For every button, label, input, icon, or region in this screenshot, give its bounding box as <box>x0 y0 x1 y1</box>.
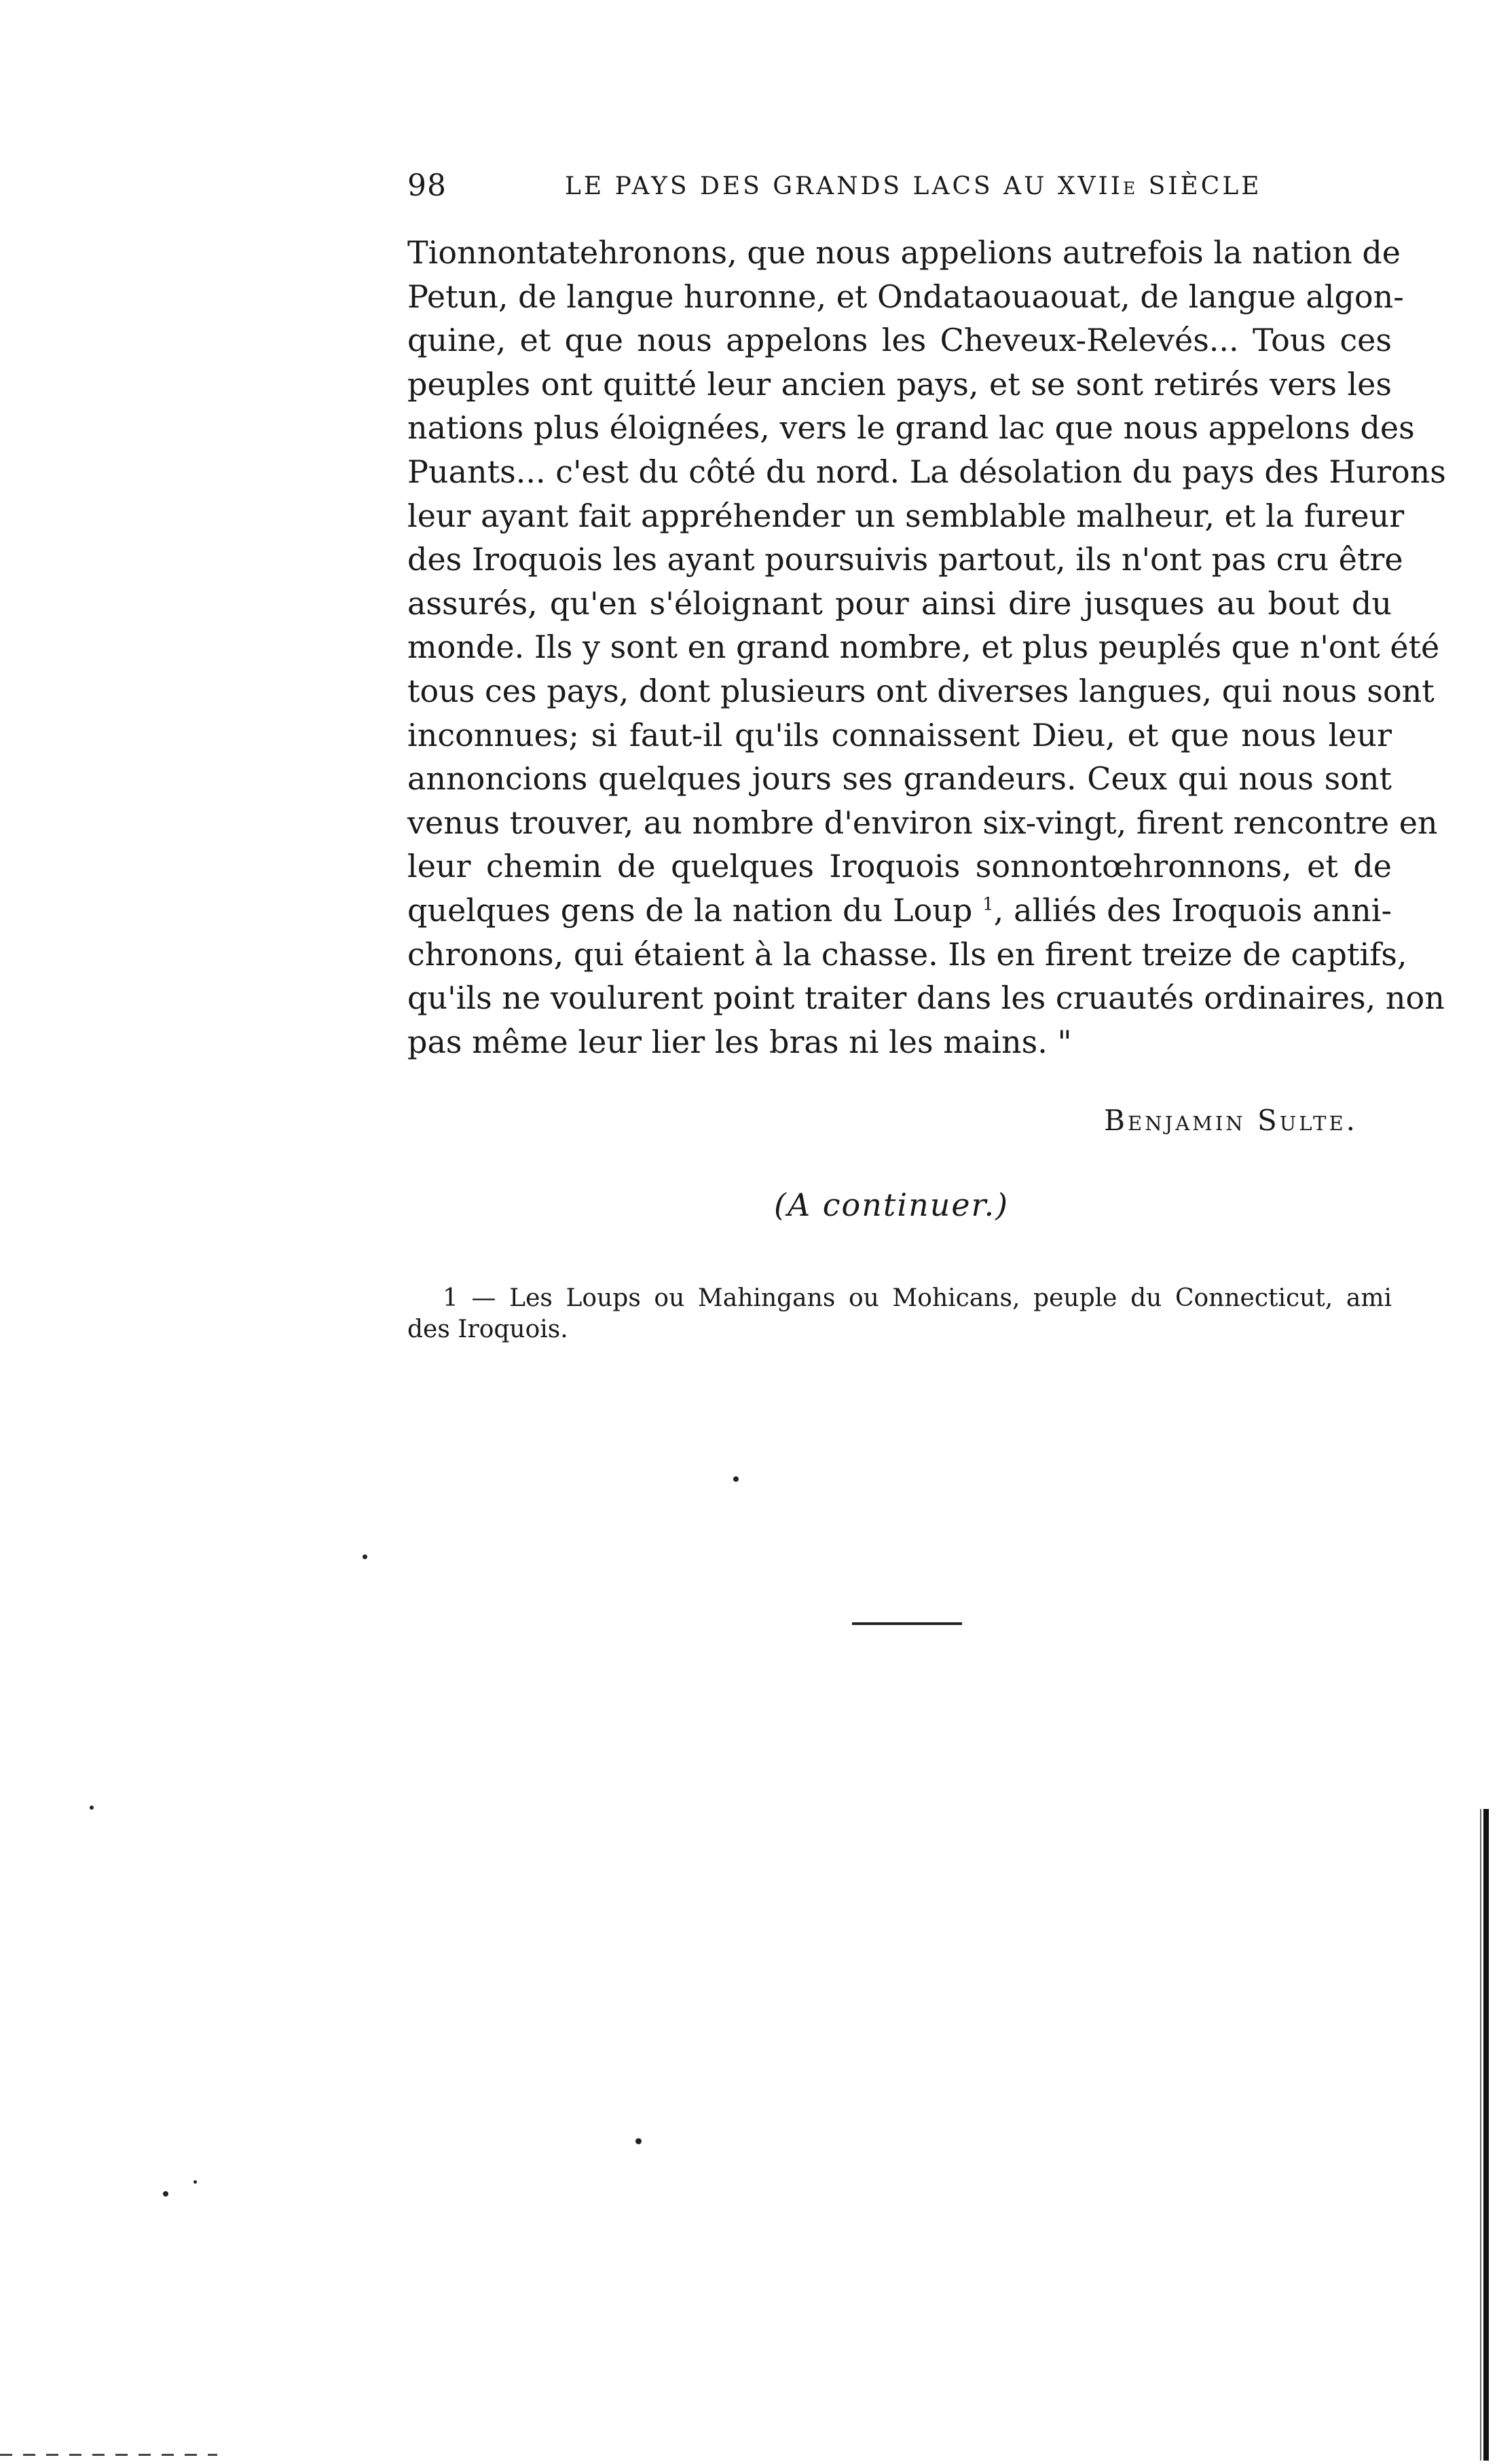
footnote-ref[interactable]: 1 <box>982 894 994 915</box>
scan-speck <box>163 2191 168 2197</box>
footnote-line: 1 — Les Loups ou Mahingans ou Mohicans, peuple du Connecticut, ami <box>443 1284 1392 1312</box>
to-be-continued: (A continuer.) <box>774 1187 1010 1223</box>
footnote-line: des Iroquois. <box>407 1315 568 1343</box>
author-signature: Benjamin Sulte. <box>1104 1104 1358 1137</box>
scan-speck <box>363 1554 367 1559</box>
section-rule <box>852 1622 962 1625</box>
text-line: tous ces pays, dont plusieurs ont diverses langues, qui nous sont <box>407 672 1435 709</box>
text-line: leur chemin de quelques Iroquois sonnontœhronnons, et de <box>407 848 1392 885</box>
text-line: leur ayant fait appréhender un semblable malheur, et la fureur <box>407 497 1405 534</box>
scan-edge <box>1480 1809 1481 2461</box>
text-line: qu'ils ne voulurent point traiter dans les cruautés ordinaires, non <box>407 979 1445 1017</box>
text-line: des Iroquois les ayant poursuivis partout, ils n'ont pas cru être <box>407 541 1403 578</box>
text-fragment: , alliés des Iroquois anni- <box>993 891 1392 929</box>
scan-speck <box>635 2138 642 2144</box>
text-line: monde. Ils y sont en grand nombre, et plus peuplés que n'ont été <box>407 629 1440 666</box>
scan-speck <box>733 1476 739 1482</box>
text-line-with-footnote-ref <box>407 889 1392 933</box>
body-text <box>407 231 1446 1064</box>
text-line: peuples ont quitté leur ancien pays, et se sont retirés vers les <box>407 365 1392 403</box>
text-line: Puants... c'est du côté du nord. La désolation du pays des Hurons <box>407 453 1446 490</box>
running-head: LE PAYS DES GRANDS LACS AU XVIIe SIÈCLE <box>565 172 1262 200</box>
footnote <box>407 1283 1392 1345</box>
text-line: chronons, qui étaient à la chasse. Ils en firent treize de captifs, <box>407 935 1407 973</box>
text-line: pas même leur lier les bras ni les mains. " <box>407 1023 1072 1060</box>
page-header <box>407 168 1392 216</box>
text-line: Tionnontatehronons, que nous appelions autrefois la nation de <box>407 234 1401 271</box>
text-line: inconnues; si faut-il qu'ils connaissent Dieu, et que nous leur <box>407 716 1392 753</box>
scan-bottom-noise <box>0 2454 217 2456</box>
text-line: nations plus éloignées, vers le grand lac que nous appelons des <box>407 409 1415 447</box>
text-line: venus trouver, au nombre d'environ six-vingt, firent rencontre en <box>407 804 1438 841</box>
text-line: assurés, qu'en s'éloignant pour ainsi dire jusques au bout du <box>407 584 1392 622</box>
page-number: 98 <box>407 168 447 203</box>
scan-speck <box>90 1806 94 1810</box>
text-fragment: quelques gens de la nation du Loup <box>407 891 973 929</box>
text-line: quine, et que nous appelons les Cheveux-Relevés... Tous ces <box>407 322 1392 359</box>
text-line: Petun, de langue huronne, et Ondataouaouat, de langue algon- <box>407 278 1404 315</box>
scan-edge <box>1483 1809 1489 2461</box>
text-line: annoncions quelques jours ses grandeurs. Ceux qui nous sont <box>407 760 1392 798</box>
scan-speck <box>193 2180 197 2184</box>
